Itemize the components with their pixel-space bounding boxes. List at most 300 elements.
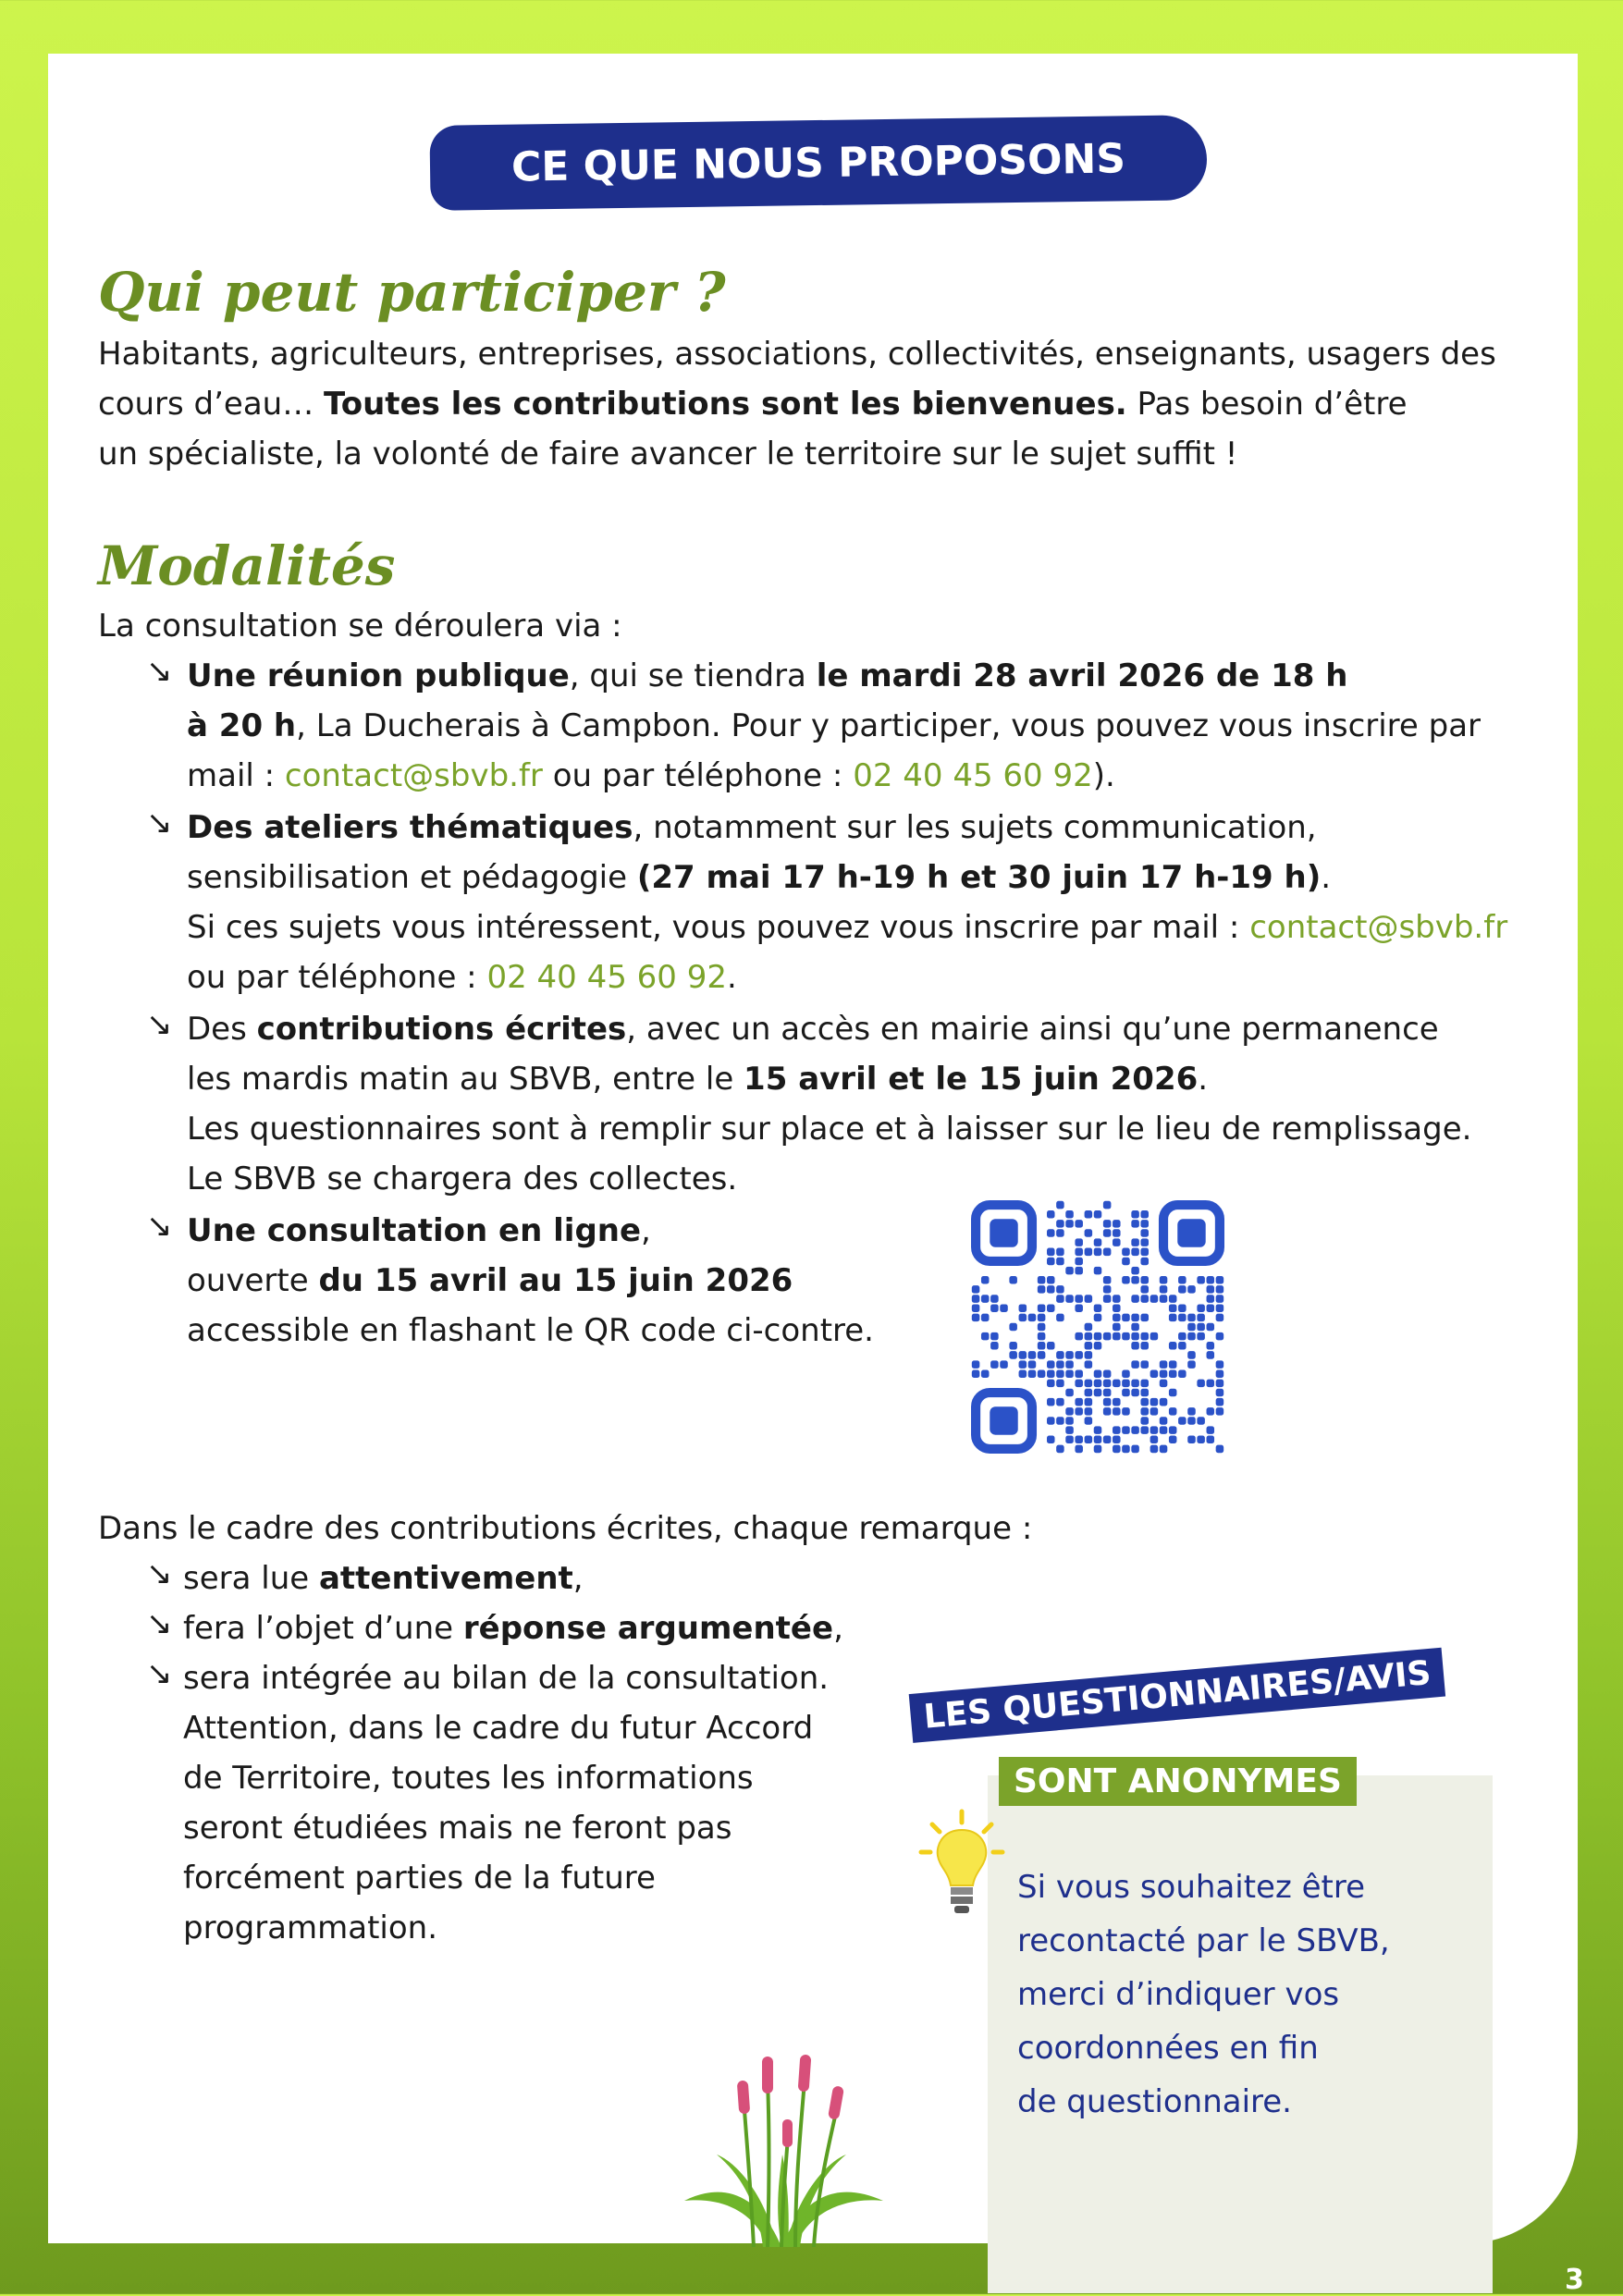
- qr-module: [1065, 1389, 1074, 1397]
- qr-module: [1038, 1323, 1046, 1332]
- callout-text: [1017, 1860, 1480, 2129]
- qr-module: [1178, 1332, 1187, 1341]
- qr-module: [1056, 1360, 1064, 1369]
- qr-module: [1178, 1314, 1187, 1322]
- qr-module: [1056, 1220, 1064, 1228]
- qr-code-icon[interactable]: [971, 1200, 1224, 1454]
- qr-module: [1103, 1389, 1112, 1397]
- qr-module: [1140, 1258, 1149, 1266]
- qr-module: [1000, 1360, 1008, 1369]
- qr-module: [1207, 1285, 1215, 1294]
- qr-module: [1065, 1210, 1074, 1219]
- qr-module: [1094, 1210, 1102, 1219]
- modalites-intro: La consultation se déroulera via :: [98, 608, 622, 645]
- qr-module: [1075, 1220, 1083, 1228]
- qr-module: [1113, 1407, 1121, 1416]
- qr-module: [1140, 1389, 1149, 1397]
- qr-module: [1075, 1445, 1083, 1454]
- qr-module: [1047, 1258, 1055, 1266]
- qr-module: [1056, 1258, 1064, 1266]
- anonymous-badge-line-1: LES QUESTIONNAIRES/AVIS: [909, 1648, 1446, 1743]
- qr-module: [1056, 1229, 1064, 1237]
- qr-module: [1169, 1426, 1177, 1434]
- qr-module: [1131, 1342, 1139, 1350]
- attention-line-4: forcément parties de la future: [183, 1860, 656, 1897]
- ateliers-text-5: ou par téléphone :: [187, 959, 487, 996]
- qr-module: [1065, 1360, 1074, 1369]
- qr-module: [1113, 1426, 1121, 1434]
- qr-module: [1085, 1210, 1093, 1219]
- qr-module: [1113, 1220, 1121, 1228]
- qr-module: [1085, 1417, 1093, 1425]
- qr-module: [1094, 1267, 1102, 1275]
- ateliers-text-4: Si ces sujets vous intéressent, vous pouvez vous inscrire par mail :: [187, 909, 1250, 946]
- qr-module: [1103, 1276, 1112, 1284]
- qr-module: [1216, 1332, 1224, 1341]
- qr-module: [1216, 1407, 1224, 1416]
- qr-module: [1094, 1314, 1102, 1322]
- qr-module: [1187, 1285, 1196, 1294]
- qr-module: [1216, 1398, 1224, 1406]
- qr-module: [1122, 1248, 1130, 1257]
- qr-module: [1065, 1220, 1074, 1228]
- qr-module: [1103, 1380, 1112, 1388]
- qr-module: [990, 1360, 999, 1369]
- qr-module: [1094, 1238, 1102, 1246]
- qr-module: [1122, 1369, 1130, 1378]
- qr-module: [1103, 1295, 1112, 1303]
- qr-module: [1169, 1360, 1177, 1369]
- qr-module: [1103, 1229, 1112, 1237]
- ateliers-dates: (27 mai 17 h-19 h et 30 juin 17 h-19 h): [636, 859, 1322, 896]
- qr-module: [1150, 1436, 1159, 1444]
- remark-item-2: [183, 1603, 843, 1653]
- contrib-text-1: Des: [187, 1011, 257, 1048]
- qr-module: [1113, 1398, 1121, 1406]
- qr-module: [1140, 1417, 1149, 1425]
- qr-module: [1028, 1314, 1037, 1322]
- qr-module: [1131, 1238, 1139, 1246]
- participants-emphasis: Toutes les contributions sont les bienvenues.: [324, 386, 1127, 423]
- qr-module: [1187, 1360, 1196, 1369]
- remark-item-3: [183, 1653, 904, 1953]
- qr-module: [1140, 1220, 1149, 1228]
- qr-module: [1094, 1380, 1102, 1388]
- qr-module: [1216, 1304, 1224, 1312]
- qr-module: [1113, 1332, 1121, 1341]
- qr-module: [1094, 1304, 1102, 1312]
- qr-module: [1094, 1342, 1102, 1350]
- qr-module: [1197, 1332, 1205, 1341]
- qr-module: [1122, 1258, 1130, 1266]
- qr-module: [1065, 1267, 1074, 1275]
- attention-line-5: programmation.: [183, 1909, 438, 1946]
- qr-module: [1047, 1304, 1055, 1312]
- qr-module: [1140, 1398, 1149, 1406]
- qr-module: [1178, 1342, 1187, 1350]
- qr-module: [1085, 1436, 1093, 1444]
- qr-module: [1150, 1369, 1159, 1378]
- qr-module: [990, 1295, 999, 1303]
- ateliers-text-1: , notamment sur les sujets communication,: [633, 809, 1317, 846]
- qr-module: [1197, 1323, 1205, 1332]
- qr-module: [1028, 1351, 1037, 1359]
- qr-module: [1131, 1389, 1139, 1397]
- qr-module: [1113, 1238, 1121, 1246]
- qr-module: [1131, 1380, 1139, 1388]
- qr-module: [1187, 1332, 1196, 1341]
- qr-module: [1038, 1285, 1046, 1294]
- remark-1-text: sera lue: [183, 1560, 319, 1597]
- qr-module: [1065, 1417, 1074, 1425]
- qr-module: [1150, 1426, 1159, 1434]
- qr-module: [1085, 1407, 1093, 1416]
- qr-module: [1160, 1380, 1168, 1388]
- qr-module: [1038, 1332, 1046, 1341]
- qr-module: [1187, 1351, 1196, 1359]
- qr-module: [1207, 1276, 1215, 1284]
- callout-line-2: recontacté par le SBVB,: [1017, 1922, 1390, 1959]
- arrow-bullet-icon: ↘: [146, 1555, 173, 1592]
- qr-module: [1169, 1436, 1177, 1444]
- qr-module: [1056, 1369, 1064, 1378]
- callout-line-5: de questionnaire.: [1017, 2083, 1292, 2120]
- qr-module: [1075, 1258, 1083, 1266]
- qr-module: [1140, 1276, 1149, 1284]
- qr-module: [1065, 1369, 1074, 1378]
- qr-module: [1103, 1332, 1112, 1341]
- qr-module: [1140, 1210, 1149, 1219]
- qr-module: [1085, 1360, 1093, 1369]
- ateliers-title: Des ateliers thématiques: [187, 809, 633, 846]
- qr-module: [1113, 1445, 1121, 1454]
- contact-phone-link[interactable]: 02 40 45 60 92: [853, 757, 1093, 794]
- reed-plant-illustration: [666, 2044, 897, 2247]
- qr-module: [990, 1304, 999, 1312]
- qr-module: [1009, 1351, 1017, 1359]
- qr-module: [1140, 1342, 1149, 1350]
- qr-module: [1056, 1314, 1064, 1322]
- qr-module: [1140, 1248, 1149, 1257]
- contact-email-link[interactable]: contact@sbvb.fr: [1249, 909, 1508, 946]
- participants-line-1: Habitants, agriculteurs, entreprises, associations, collectivités, enseignants, usagers des: [98, 336, 1496, 373]
- qr-module: [1207, 1304, 1215, 1312]
- qr-module: [1000, 1304, 1008, 1312]
- qr-module: [1160, 1276, 1168, 1284]
- qr-module: [1197, 1417, 1205, 1425]
- qr-module: [1113, 1436, 1121, 1444]
- qr-module: [1197, 1304, 1205, 1312]
- qr-module: [1047, 1210, 1055, 1219]
- qr-module: [1103, 1369, 1112, 1378]
- qr-module: [1160, 1295, 1168, 1303]
- qr-module: [1113, 1380, 1121, 1388]
- reunion-text-2: , La Ducherais à Campbon. Pour y participer, vous pouvez vous inscrire par: [296, 707, 1482, 744]
- remark-1-end: ,: [572, 1560, 584, 1597]
- qr-module: [1038, 1342, 1046, 1350]
- participants-line-2c: Pas besoin d’être: [1126, 386, 1408, 423]
- qr-module: [1160, 1426, 1168, 1434]
- contrib-text-5: Les questionnaires sont à remplir sur place et à laisser sur le lieu de remplissage.: [187, 1111, 1472, 1148]
- qr-module: [1094, 1248, 1102, 1257]
- qr-module: [1187, 1323, 1196, 1332]
- qr-module: [1160, 1285, 1168, 1294]
- banner-label: CE QUE NOUS PROPOSONS: [510, 134, 1126, 191]
- qr-module: [1085, 1342, 1093, 1350]
- qr-module: [1056, 1285, 1064, 1294]
- qr-module: [1065, 1295, 1074, 1303]
- qr-module: [1065, 1426, 1074, 1434]
- qr-module: [1094, 1369, 1102, 1378]
- qr-module: [1038, 1276, 1046, 1284]
- online-text-1: ,: [641, 1212, 651, 1249]
- qr-module: [1085, 1351, 1093, 1359]
- qr-module: [1038, 1314, 1046, 1322]
- qr-module: [1150, 1332, 1159, 1341]
- qr-module: [1056, 1248, 1064, 1257]
- qr-module: [1131, 1276, 1139, 1284]
- qr-module: [1075, 1407, 1083, 1416]
- qr-module: [972, 1360, 980, 1369]
- qr-module: [1094, 1332, 1102, 1341]
- remark-2-text: fera l’objet d’une: [183, 1610, 463, 1647]
- arrow-bullet-icon: ↘: [146, 804, 173, 841]
- heading-modalites: Modalités: [98, 534, 396, 597]
- qr-module: [1122, 1389, 1130, 1397]
- qr-module: [1094, 1389, 1102, 1397]
- qr-module: [1085, 1248, 1093, 1257]
- qr-module: [1207, 1323, 1215, 1332]
- qr-module: [1160, 1445, 1168, 1454]
- reunion-title: Une réunion publique: [187, 657, 570, 694]
- qr-module: [1216, 1295, 1224, 1303]
- qr-module: [1009, 1276, 1017, 1284]
- qr-module: [1122, 1426, 1130, 1434]
- ateliers-text-6: .: [727, 959, 737, 996]
- qr-module: [1150, 1445, 1159, 1454]
- qr-module: [1019, 1304, 1027, 1312]
- qr-module: [1009, 1342, 1017, 1350]
- qr-module: [1075, 1238, 1083, 1246]
- qr-module: [1038, 1369, 1046, 1378]
- qr-module: [1216, 1285, 1224, 1294]
- qr-module: [1160, 1369, 1168, 1378]
- anonymous-badge-line-2: SONT ANONYMES: [999, 1757, 1357, 1806]
- arrow-bullet-icon: ↘: [146, 1208, 173, 1245]
- attention-line-1: Attention, dans le cadre du futur Accord: [183, 1710, 814, 1747]
- qr-module: [1056, 1295, 1064, 1303]
- attention-line-2: de Territoire, toutes les informations: [183, 1760, 754, 1797]
- qr-module: [1169, 1314, 1177, 1322]
- qr-module: [1094, 1436, 1102, 1444]
- qr-module: [1131, 1323, 1139, 1332]
- remark-2-end: ,: [833, 1610, 843, 1647]
- callout-line-4: coordonnées en fin: [1017, 2030, 1319, 2067]
- qr-module: [1169, 1369, 1177, 1378]
- qr-module: [1085, 1398, 1093, 1406]
- contrib-text-6: Le SBVB se chargera des collectes.: [187, 1160, 738, 1197]
- qr-module: [1094, 1426, 1102, 1434]
- qr-module: [1103, 1398, 1112, 1406]
- qr-module: [1047, 1229, 1055, 1237]
- lightbulb-icon: [916, 1808, 1008, 1928]
- remark-1-bold: attentivement: [318, 1560, 573, 1597]
- ateliers-text-2: sensibilisation et pédagogie: [187, 859, 637, 896]
- qr-module: [1131, 1314, 1139, 1322]
- arrow-bullet-icon: ↘: [146, 1655, 173, 1692]
- qr-module: [1207, 1436, 1215, 1444]
- qr-module: [1131, 1248, 1139, 1257]
- qr-module: [1131, 1426, 1139, 1434]
- qr-module: [1103, 1285, 1112, 1294]
- arrow-bullet-icon: ↘: [146, 1006, 173, 1043]
- qr-module: [1197, 1436, 1205, 1444]
- qr-module: [1028, 1360, 1037, 1369]
- participants-paragraph: [98, 329, 1541, 479]
- qr-module: [1065, 1407, 1074, 1416]
- qr-module: [1216, 1445, 1224, 1454]
- qr-module: [1140, 1426, 1149, 1434]
- attention-line-3: seront étudiées mais ne feront pas: [183, 1810, 732, 1847]
- qr-module: [1140, 1314, 1149, 1322]
- qr-module: [1047, 1285, 1055, 1294]
- qr-module: [1094, 1445, 1102, 1454]
- qr-module: [1216, 1389, 1224, 1397]
- qr-module: [1065, 1351, 1074, 1359]
- qr-module: [1207, 1407, 1215, 1416]
- callout-line-1: Si vous souhaitez être: [1017, 1869, 1366, 1906]
- qr-module: [1160, 1360, 1168, 1369]
- qr-module: [1103, 1436, 1112, 1444]
- qr-module: [1187, 1417, 1196, 1425]
- qr-module: [1140, 1285, 1149, 1294]
- qr-module: [1075, 1380, 1083, 1388]
- qr-module: [1047, 1342, 1055, 1350]
- qr-module: [1056, 1445, 1064, 1454]
- qr-module: [1122, 1314, 1130, 1322]
- qr-module: [1085, 1295, 1093, 1303]
- qr-module: [1122, 1380, 1130, 1388]
- qr-module: [1207, 1295, 1215, 1303]
- qr-module: [1178, 1276, 1187, 1284]
- qr-module: [1197, 1380, 1205, 1388]
- qr-module: [1103, 1201, 1112, 1209]
- qr-module: [1056, 1351, 1064, 1359]
- item-consultation-en-ligne: [187, 1206, 945, 1356]
- qr-module: [1056, 1201, 1064, 1209]
- qr-module: [1150, 1295, 1159, 1303]
- qr-module: [1160, 1417, 1168, 1425]
- qr-module: [1065, 1436, 1074, 1444]
- qr-module: [1131, 1267, 1139, 1275]
- heading-qui-peut-participer: Qui peut participer ?: [98, 261, 726, 324]
- contrib-dates: 15 avril et le 15 juin 2026: [744, 1061, 1199, 1098]
- contrib-text-3: les mardis matin au SBVB, entre le: [187, 1061, 744, 1098]
- qr-module: [1207, 1380, 1215, 1388]
- qr-module: [1038, 1351, 1046, 1359]
- qr-module: [1131, 1332, 1139, 1341]
- qr-module: [1047, 1380, 1055, 1388]
- qr-module: [1056, 1398, 1064, 1406]
- qr-module: [1075, 1369, 1083, 1378]
- qr-module: [1113, 1314, 1121, 1322]
- remark-3-text: sera intégrée au bilan de la consultation.: [183, 1660, 830, 1697]
- qr-module: [1103, 1220, 1112, 1228]
- qr-module: [1131, 1295, 1139, 1303]
- qr-module: [1113, 1304, 1121, 1312]
- qr-module: [1131, 1360, 1139, 1369]
- qr-module: [1122, 1407, 1130, 1416]
- qr-module: [981, 1314, 990, 1322]
- qr-module: [1103, 1248, 1112, 1257]
- qr-module: [1056, 1380, 1064, 1388]
- qr-module: [1178, 1369, 1187, 1378]
- qr-module: [1207, 1351, 1215, 1359]
- qr-module: [1075, 1267, 1083, 1275]
- reunion-text-3: mail :: [187, 757, 285, 794]
- qr-module: [1187, 1436, 1196, 1444]
- contact-email-link[interactable]: contact@sbvb.fr: [284, 757, 543, 794]
- qr-module: [1085, 1389, 1093, 1397]
- qr-module: [1160, 1398, 1168, 1406]
- contrib-text-4: .: [1198, 1061, 1209, 1098]
- qr-module: [1207, 1342, 1215, 1350]
- qr-module: [1113, 1229, 1121, 1237]
- qr-module: [1187, 1407, 1196, 1416]
- qr-module: [1113, 1323, 1121, 1332]
- arrow-bullet-icon: ↘: [146, 1605, 173, 1642]
- contrib-title: contributions écrites: [256, 1011, 627, 1048]
- qr-module: [1047, 1417, 1055, 1425]
- callout-line-3: merci d’indiquer vos: [1017, 1976, 1340, 2013]
- qr-module: [1075, 1248, 1083, 1257]
- online-title: Une consultation en ligne: [187, 1212, 642, 1249]
- reunion-text-4: ou par téléphone :: [542, 757, 854, 794]
- qr-module: [1178, 1285, 1187, 1294]
- qr-module: [981, 1332, 990, 1341]
- qr-module: [1075, 1304, 1083, 1312]
- remark-2-bold: réponse argumentée: [462, 1610, 834, 1647]
- qr-module: [1019, 1360, 1027, 1369]
- qr-module: [1131, 1220, 1139, 1228]
- qr-module: [1056, 1417, 1064, 1425]
- qr-module: [1140, 1407, 1149, 1416]
- qr-module: [1122, 1276, 1130, 1284]
- qr-module: [1085, 1229, 1093, 1237]
- reunion-text-1: , qui se tiendra: [569, 657, 817, 694]
- online-text-3: accessible en flashant le QR code ci-contre.: [187, 1312, 874, 1349]
- qr-module: [1150, 1407, 1159, 1416]
- qr-module: [1178, 1417, 1187, 1425]
- qr-module: [1075, 1351, 1083, 1359]
- qr-module: [1207, 1426, 1215, 1434]
- qr-module: [981, 1276, 990, 1284]
- qr-module: [1131, 1210, 1139, 1219]
- qr-module: [1140, 1238, 1149, 1246]
- qr-module: [1047, 1398, 1055, 1406]
- qr-module: [1085, 1332, 1093, 1341]
- qr-module: [972, 1369, 980, 1378]
- qr-module: [1075, 1295, 1083, 1303]
- contact-phone-link[interactable]: 02 40 45 60 92: [486, 959, 728, 996]
- online-text-2: ouverte: [187, 1262, 319, 1299]
- qr-module: [1197, 1276, 1205, 1284]
- qr-module: [972, 1285, 980, 1294]
- reunion-text-5: ).: [1092, 757, 1115, 794]
- qr-module: [1122, 1332, 1130, 1341]
- item-contributions-ecrites: [187, 1004, 1537, 1204]
- remark-item-1: [183, 1553, 584, 1603]
